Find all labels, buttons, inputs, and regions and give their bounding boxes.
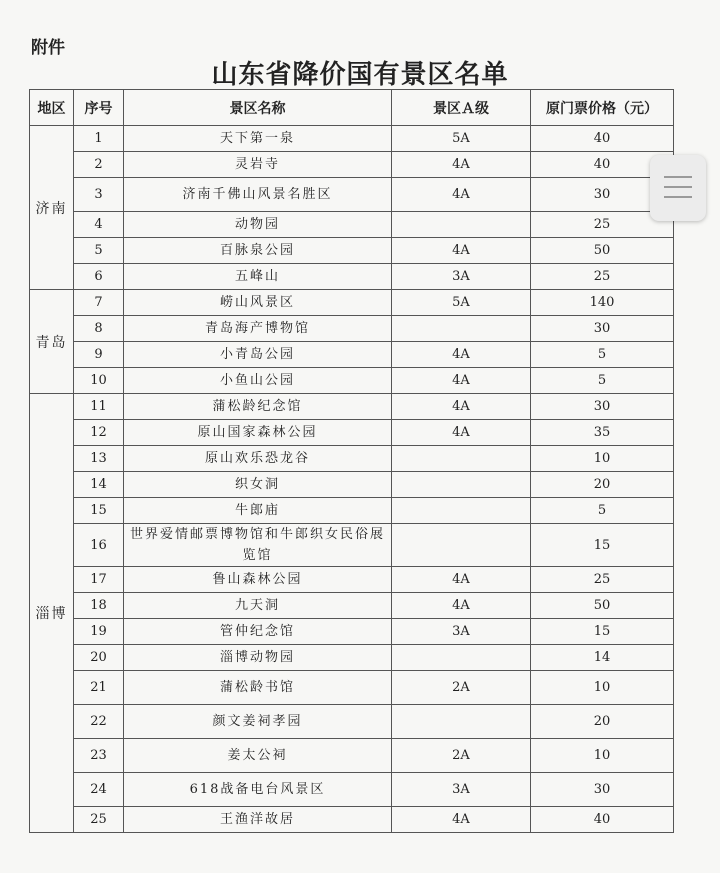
table-row [30, 264, 674, 290]
scenic-name-cell: 淄博动物园 [124, 645, 392, 671]
scenic-name-cell: 青岛海产博物馆 [124, 316, 392, 342]
scenic-name-cell: 蒲松龄纪念馆 [124, 394, 392, 420]
number-cell: 24 [74, 773, 124, 807]
level-cell: 3A [392, 264, 531, 290]
scenic-name-cell: 鲁山森林公园 [124, 567, 392, 593]
number-cell: 10 [74, 368, 124, 394]
table-row [30, 739, 674, 773]
level-cell: 2A [392, 739, 531, 773]
table-body [30, 126, 674, 833]
number-cell: 20 [74, 645, 124, 671]
price-cell: 30 [531, 773, 674, 807]
column-header-region: 地区 [30, 90, 74, 126]
table-row [30, 394, 674, 420]
scenic-name-cell: 姜太公祠 [124, 739, 392, 773]
scenic-name-cell: 小青岛公园 [124, 342, 392, 368]
scenic-name-cell: 小鱼山公园 [124, 368, 392, 394]
scenic-name-cell: 动物园 [124, 212, 392, 238]
scenic-name-cell: 天下第一泉 [124, 126, 392, 152]
scenic-name-cell: 崂山风景区 [124, 290, 392, 316]
attachment-label: 附件 [31, 38, 65, 58]
level-cell [392, 446, 531, 472]
price-cell: 15 [531, 524, 674, 567]
number-cell: 19 [74, 619, 124, 645]
price-cell: 40 [531, 807, 674, 833]
column-header-name: 景区名称 [124, 90, 392, 126]
level-cell: 4A [392, 420, 531, 446]
level-cell [392, 705, 531, 739]
price-cell: 14 [531, 645, 674, 671]
number-cell: 17 [74, 567, 124, 593]
number-cell: 22 [74, 705, 124, 739]
price-cell: 20 [531, 705, 674, 739]
number-cell: 11 [74, 394, 124, 420]
price-cell: 25 [531, 264, 674, 290]
number-cell: 21 [74, 671, 124, 705]
number-cell: 5 [74, 238, 124, 264]
table-row [30, 524, 674, 567]
region-cell: 淄博 [30, 394, 74, 833]
number-cell: 6 [74, 264, 124, 290]
level-cell: 4A [392, 178, 531, 212]
level-cell: 3A [392, 619, 531, 645]
level-cell: 5A [392, 126, 531, 152]
scenic-name-cell: 百脉泉公园 [124, 238, 392, 264]
number-cell: 1 [74, 126, 124, 152]
table-row [30, 645, 674, 671]
price-cell: 35 [531, 420, 674, 446]
price-cell: 15 [531, 619, 674, 645]
table-row [30, 446, 674, 472]
table-row [30, 420, 674, 446]
level-cell: 4A [392, 807, 531, 833]
column-header-number: 序号 [74, 90, 124, 126]
table-row [30, 773, 674, 807]
table-row [30, 705, 674, 739]
level-cell: 4A [392, 394, 531, 420]
price-cell: 5 [531, 368, 674, 394]
number-cell: 3 [74, 178, 124, 212]
level-cell: 4A [392, 152, 531, 178]
table-row [30, 807, 674, 833]
column-header-price: 原门票价格（元） [531, 90, 674, 126]
floating-menu-button[interactable] [650, 155, 706, 221]
scenic-name-cell: 618战备电台风景区 [124, 773, 392, 807]
table-header-row [30, 90, 674, 126]
level-cell [392, 316, 531, 342]
table-row [30, 567, 674, 593]
scenic-name-cell: 牛郎庙 [124, 498, 392, 524]
level-cell: 4A [392, 593, 531, 619]
level-cell: 4A [392, 368, 531, 394]
level-cell: 5A [392, 290, 531, 316]
scenic-name-cell: 王渔洋故居 [124, 807, 392, 833]
number-cell: 23 [74, 739, 124, 773]
number-cell: 2 [74, 152, 124, 178]
price-cell: 5 [531, 498, 674, 524]
price-cell: 30 [531, 178, 674, 212]
region-cell: 青岛 [30, 290, 74, 394]
table-row [30, 178, 674, 212]
level-cell [392, 472, 531, 498]
table-row [30, 593, 674, 619]
table-row [30, 671, 674, 705]
number-cell: 25 [74, 807, 124, 833]
level-cell [392, 498, 531, 524]
level-cell: 3A [392, 773, 531, 807]
number-cell: 18 [74, 593, 124, 619]
price-cell: 20 [531, 472, 674, 498]
number-cell: 14 [74, 472, 124, 498]
scenic-spot-table [29, 89, 674, 833]
table-row [30, 212, 674, 238]
table-row [30, 238, 674, 264]
scenic-name-cell: 管仲纪念馆 [124, 619, 392, 645]
scenic-name-cell: 原山国家森林公园 [124, 420, 392, 446]
price-cell: 30 [531, 316, 674, 342]
level-cell: 4A [392, 567, 531, 593]
level-cell [392, 524, 531, 567]
price-cell: 25 [531, 212, 674, 238]
scenic-name-cell: 世界爱情邮票博物馆和牛郎织女民俗展览馆 [124, 524, 392, 567]
price-cell: 30 [531, 394, 674, 420]
price-cell: 10 [531, 446, 674, 472]
price-cell: 140 [531, 290, 674, 316]
number-cell: 9 [74, 342, 124, 368]
level-cell [392, 212, 531, 238]
table-row [30, 619, 674, 645]
scenic-name-cell: 济南千佛山风景名胜区 [124, 178, 392, 212]
table-row [30, 472, 674, 498]
price-cell: 5 [531, 342, 674, 368]
table-row [30, 498, 674, 524]
level-cell: 4A [392, 342, 531, 368]
price-cell: 10 [531, 671, 674, 705]
column-header-level: 景区Ａ级 [392, 90, 531, 126]
scenic-name-cell: 九天洞 [124, 593, 392, 619]
table-row [30, 126, 674, 152]
price-cell: 10 [531, 739, 674, 773]
table-row [30, 368, 674, 394]
price-cell: 25 [531, 567, 674, 593]
price-cell: 50 [531, 238, 674, 264]
table-row [30, 290, 674, 316]
number-cell: 16 [74, 524, 124, 567]
scenic-name-cell: 蒲松龄书馆 [124, 671, 392, 705]
level-cell: 2A [392, 671, 531, 705]
scenic-name-cell: 灵岩寺 [124, 152, 392, 178]
table-row [30, 342, 674, 368]
level-cell [392, 645, 531, 671]
scenic-name-cell: 原山欢乐恐龙谷 [124, 446, 392, 472]
region-cell: 济南 [30, 126, 74, 290]
price-cell: 40 [531, 152, 674, 178]
price-cell: 50 [531, 593, 674, 619]
table-row [30, 152, 674, 178]
level-cell: 4A [392, 238, 531, 264]
number-cell: 8 [74, 316, 124, 342]
number-cell: 15 [74, 498, 124, 524]
scenic-name-cell: 五峰山 [124, 264, 392, 290]
price-cell: 40 [531, 126, 674, 152]
number-cell: 12 [74, 420, 124, 446]
number-cell: 13 [74, 446, 124, 472]
number-cell: 4 [74, 212, 124, 238]
number-cell: 7 [74, 290, 124, 316]
page-title: 山东省降价国有景区名单 [211, 60, 509, 90]
table-row [30, 316, 674, 342]
scenic-name-cell: 织女洞 [124, 472, 392, 498]
scenic-name-cell: 颜文姜祠孝园 [124, 705, 392, 739]
